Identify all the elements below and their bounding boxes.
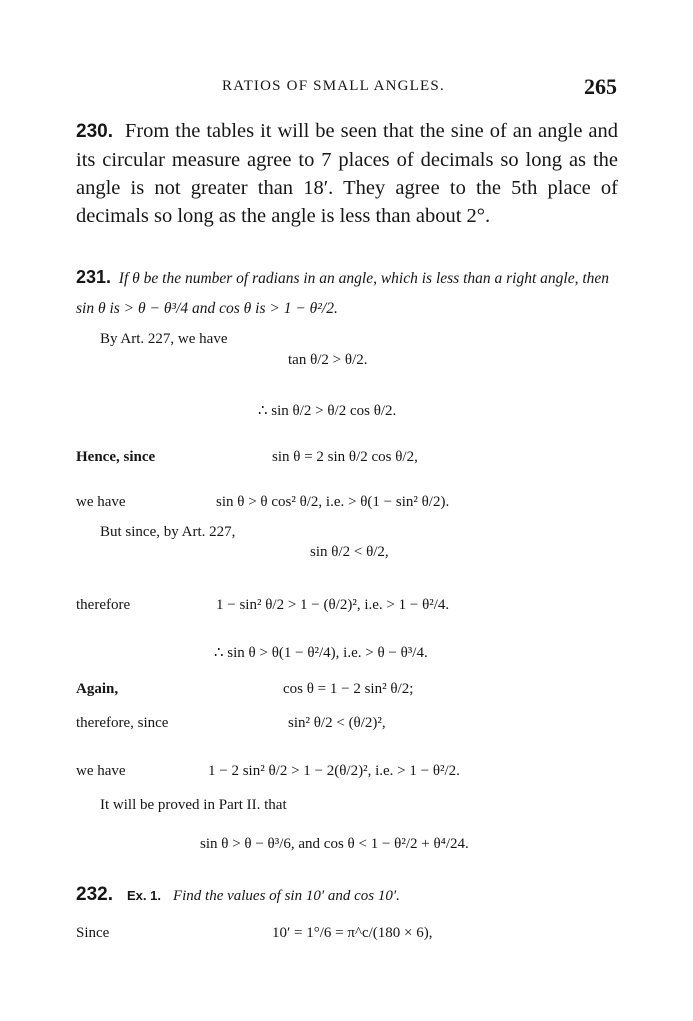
equation-we-have-1: sin θ > θ cos² θ/2, i.e. > θ(1 − sin² θ/2). [216, 494, 450, 510]
label-we-have-1: we have [76, 494, 126, 510]
equation-tan: tan θ/2 > θ/2. [288, 352, 368, 368]
article-230 [76, 117, 618, 230]
but-since-text: But since, by Art. 227, [100, 524, 236, 540]
equation-therefore: 1 − sin² θ/2 > 1 − (θ/2)², i.e. > 1 − θ²/4. [216, 597, 450, 613]
proved-in-part-ii-text: It will be proved in Part II. that [100, 797, 287, 813]
article-232 [76, 884, 400, 906]
page-header [0, 74, 693, 100]
label-again: Again, [76, 681, 119, 697]
article-231-proposition: If θ be the number of radians in an angle, which is less than a right angle, then sin θ is > θ − θ³/4 and cos θ is > 1 − θ²/2. [76, 270, 610, 317]
example-label: Ex. 1. [126, 888, 161, 903]
equation-hence-sin: ∴ sin θ > θ(1 − θ²/4), i.e. > θ − θ³/4. [214, 645, 428, 661]
equation-therefore-since: sin² θ/2 < (θ/2)², [288, 715, 386, 731]
label-hence-since: Hence, since [76, 449, 156, 465]
article-230-number: 230. [76, 121, 113, 142]
label-since: Since [76, 925, 110, 941]
equation-but-since: sin θ/2 < θ/2, [310, 544, 389, 560]
page-number: 265 [584, 74, 617, 99]
equation-we-have-2: 1 − 2 sin² θ/2 > 1 − 2(θ/2)², i.e. > 1 − θ²/2. [208, 763, 460, 779]
label-therefore: therefore [76, 597, 131, 613]
running-title: RATIOS OF SMALL ANGLES. [222, 78, 445, 94]
article-230-text: From the tables it will be seen that the sine of an angle and its circular measure agree to 7 places of decimals so long as the angle is not greater than 18′. They agree to the 5th place of decimals so long as the angle is less than about 2°. [76, 120, 618, 227]
equation-again: cos θ = 1 − 2 sin² θ/2; [283, 681, 414, 697]
article-231-statement [76, 262, 618, 324]
article-232-number: 232. [76, 884, 113, 905]
article-231-number: 231. [76, 267, 112, 287]
equation-hence: sin θ = 2 sin θ/2 cos θ/2, [272, 449, 418, 465]
proof-intro: By Art. 227, we have [100, 331, 228, 347]
equation-since: 10′ = 1°/6 = π^c/(180 × 6), [272, 925, 433, 941]
equation-proved: sin θ > θ − θ³/6, and cos θ < 1 − θ²/2 + θ⁴/24. [200, 836, 469, 852]
label-therefore-since: therefore, since [76, 715, 169, 731]
label-we-have-2: we have [76, 763, 126, 779]
example-text: Find the values of sin 10′ and cos 10′. [172, 888, 400, 904]
equation-sin-cos: ∴ sin θ/2 > θ/2 cos θ/2. [258, 403, 397, 419]
